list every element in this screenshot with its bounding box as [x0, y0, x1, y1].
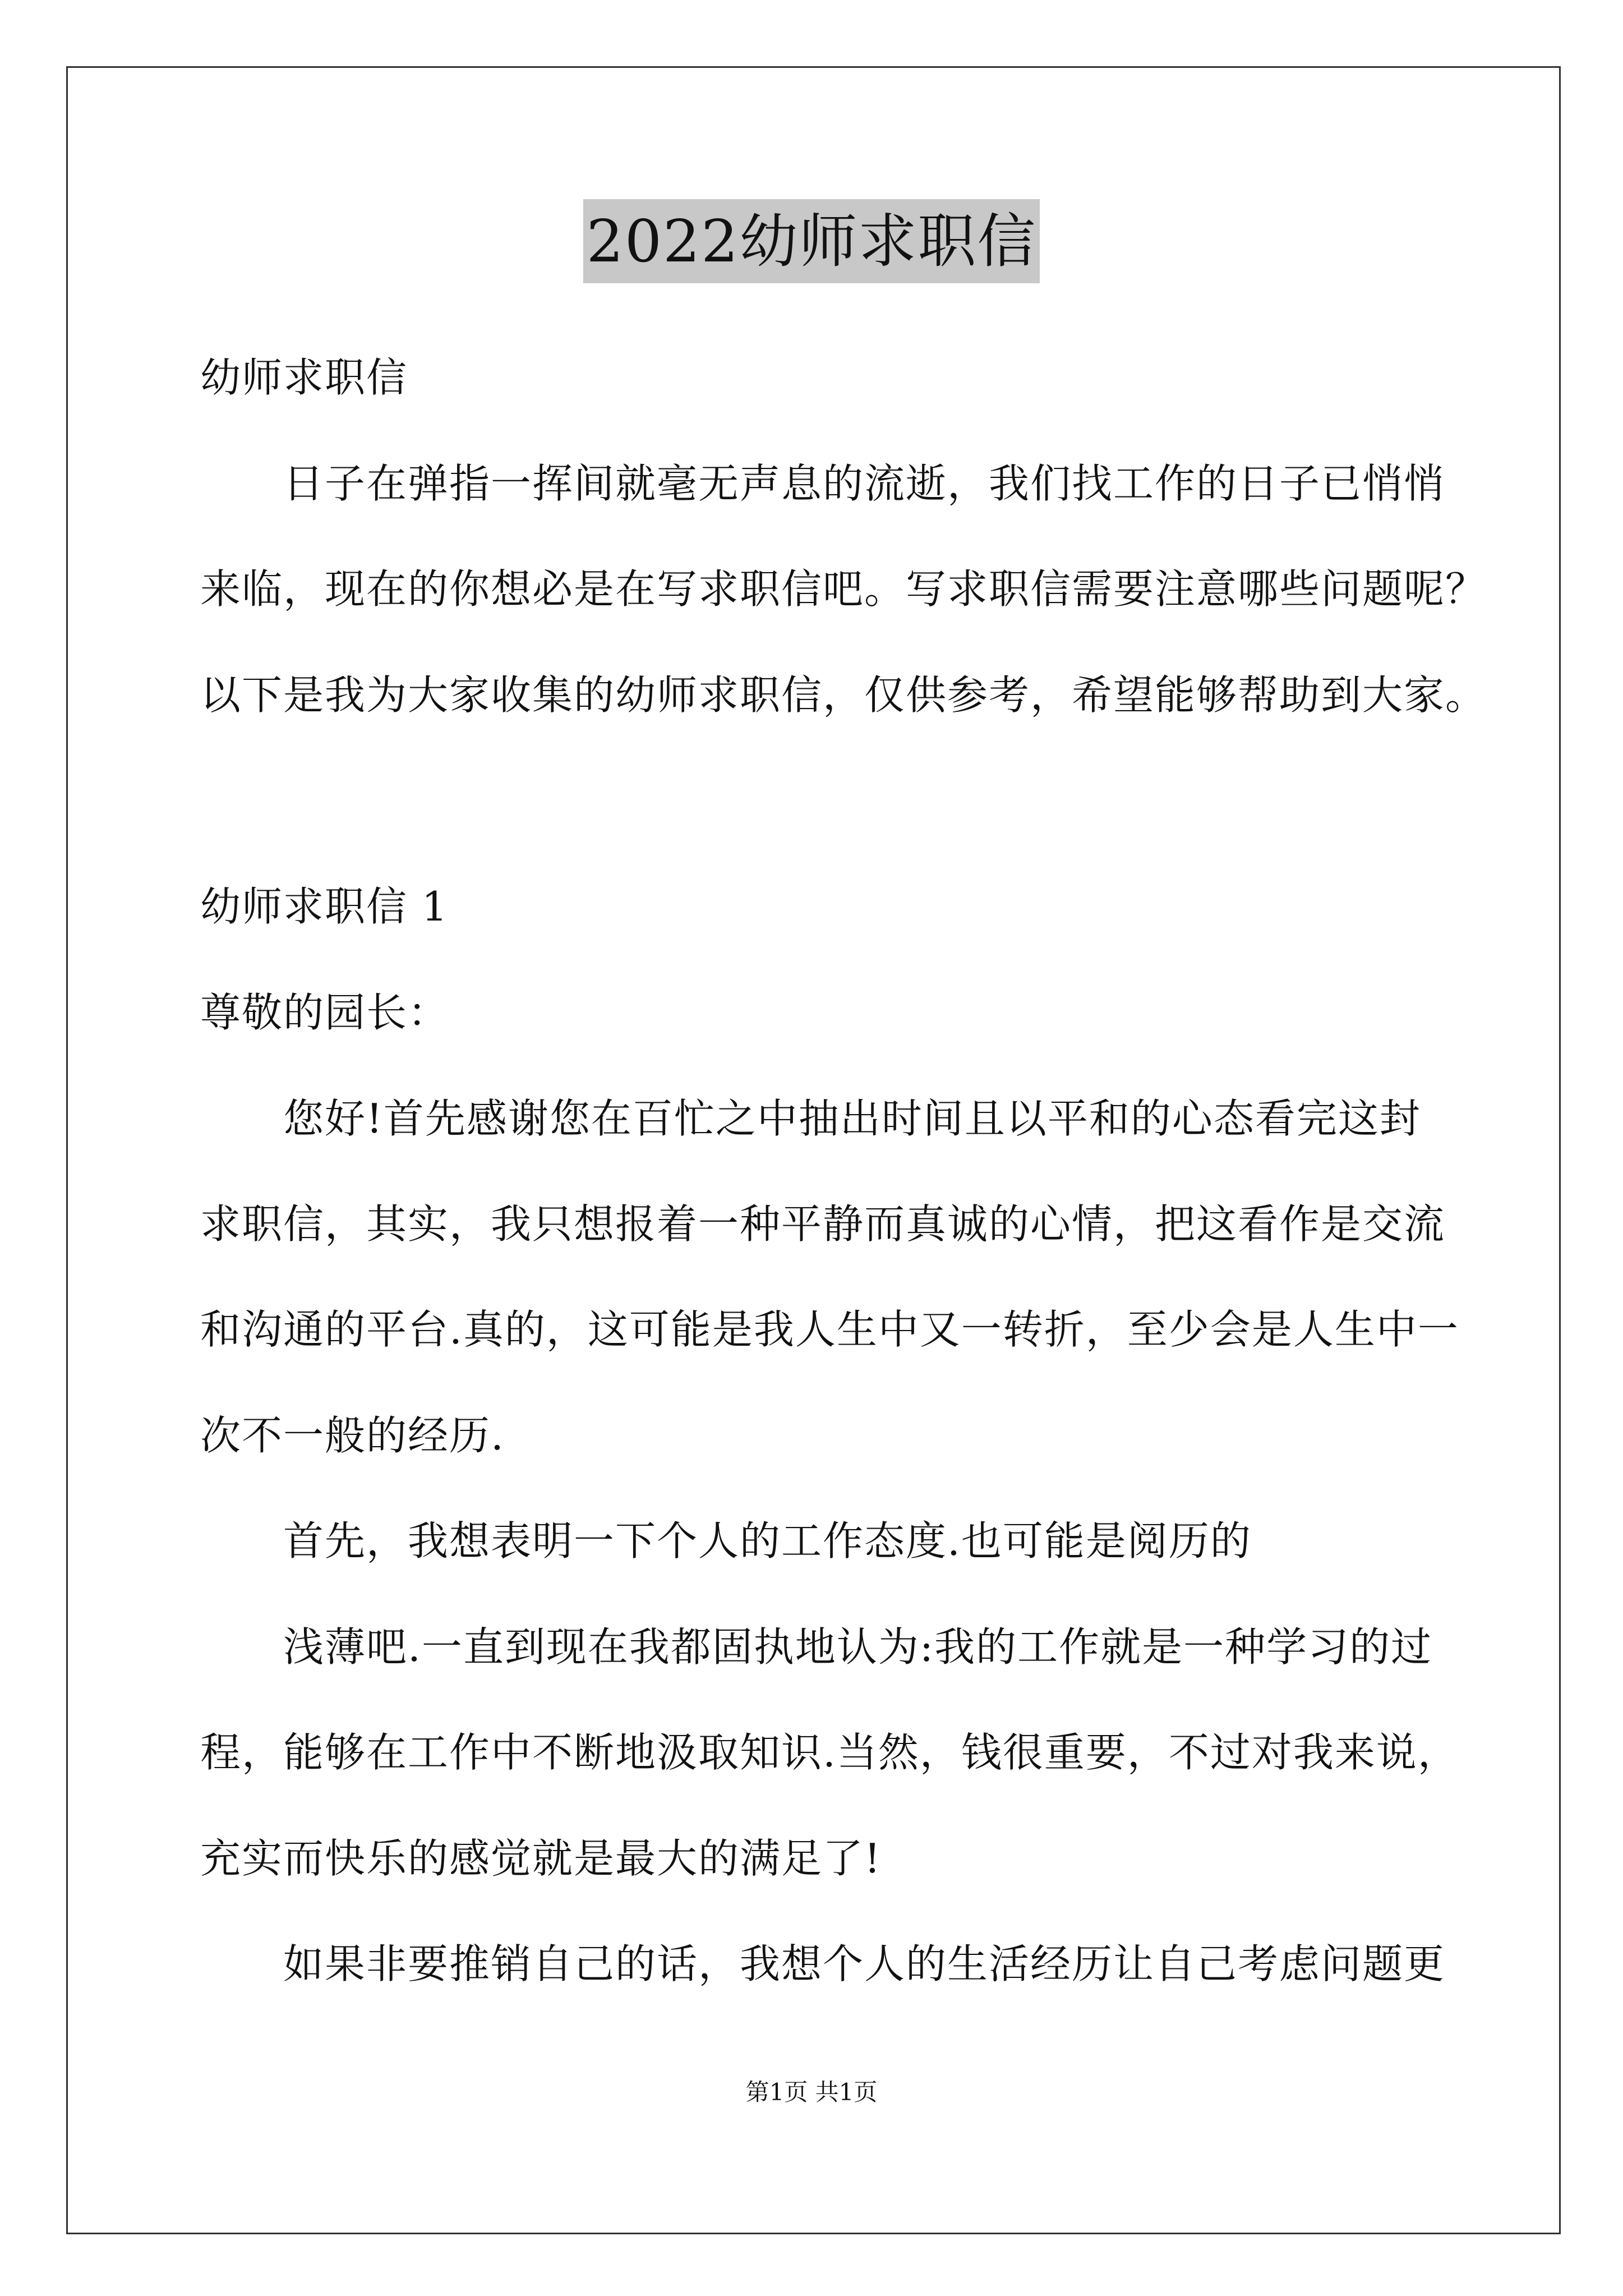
paragraph-line: 次不一般的经历.	[200, 1412, 505, 1459]
paragraph-line: 如果非要推销自己的话，我想个人的生活经历让自己考虑问题更	[283, 1940, 1446, 1987]
paragraph-line: 日子在弹指一挥间就毫无声息的流逝，我们找工作的日子已悄悄	[283, 460, 1446, 507]
paragraph-line: 和沟通的平台.真的，这可能是我人生中又一转折，至少会是人生中一	[200, 1306, 1459, 1353]
paragraph-line: 浅薄吧.一直到现在我都固执地认为:我的工作就是一种学习的过	[283, 1623, 1433, 1671]
paragraph-line: 充实而快乐的感觉就是最大的满足了!	[200, 1835, 882, 1882]
paragraph-line: 以下是我为大家收集的幼师求职信，仅供参考，希望能够帮助到大家。	[200, 671, 1487, 719]
paragraph-line: 您好!首先感谢您在百忙之中抽出时间且以平和的心态看完这封	[283, 1095, 1421, 1142]
page-footer: 第1页 共1页	[745, 2078, 878, 2106]
heading-line: 幼师求职信	[200, 354, 408, 401]
paragraph-line: 求职信，其实，我只想报着一种平静而真诚的心情，把这看作是交流	[200, 1200, 1446, 1248]
section-heading: 幼师求职信 1	[200, 883, 449, 930]
paragraph-line: 来临，现在的你想必是在写求职信吧。写求职信需要注意哪些问题呢？	[200, 565, 1487, 613]
paragraph-line: 首先，我想表明一下个人的工作态度.也可能是阅历的	[283, 1517, 1252, 1565]
salutation: 尊敬的园长：	[200, 989, 450, 1036]
document-title: 2022幼师求职信	[583, 199, 1040, 283]
title-container	[0, 199, 1623, 283]
paragraph-line: 程，能够在工作中不断地汲取知识.当然，钱很重要，不过对我来说，	[200, 1729, 1459, 1776]
